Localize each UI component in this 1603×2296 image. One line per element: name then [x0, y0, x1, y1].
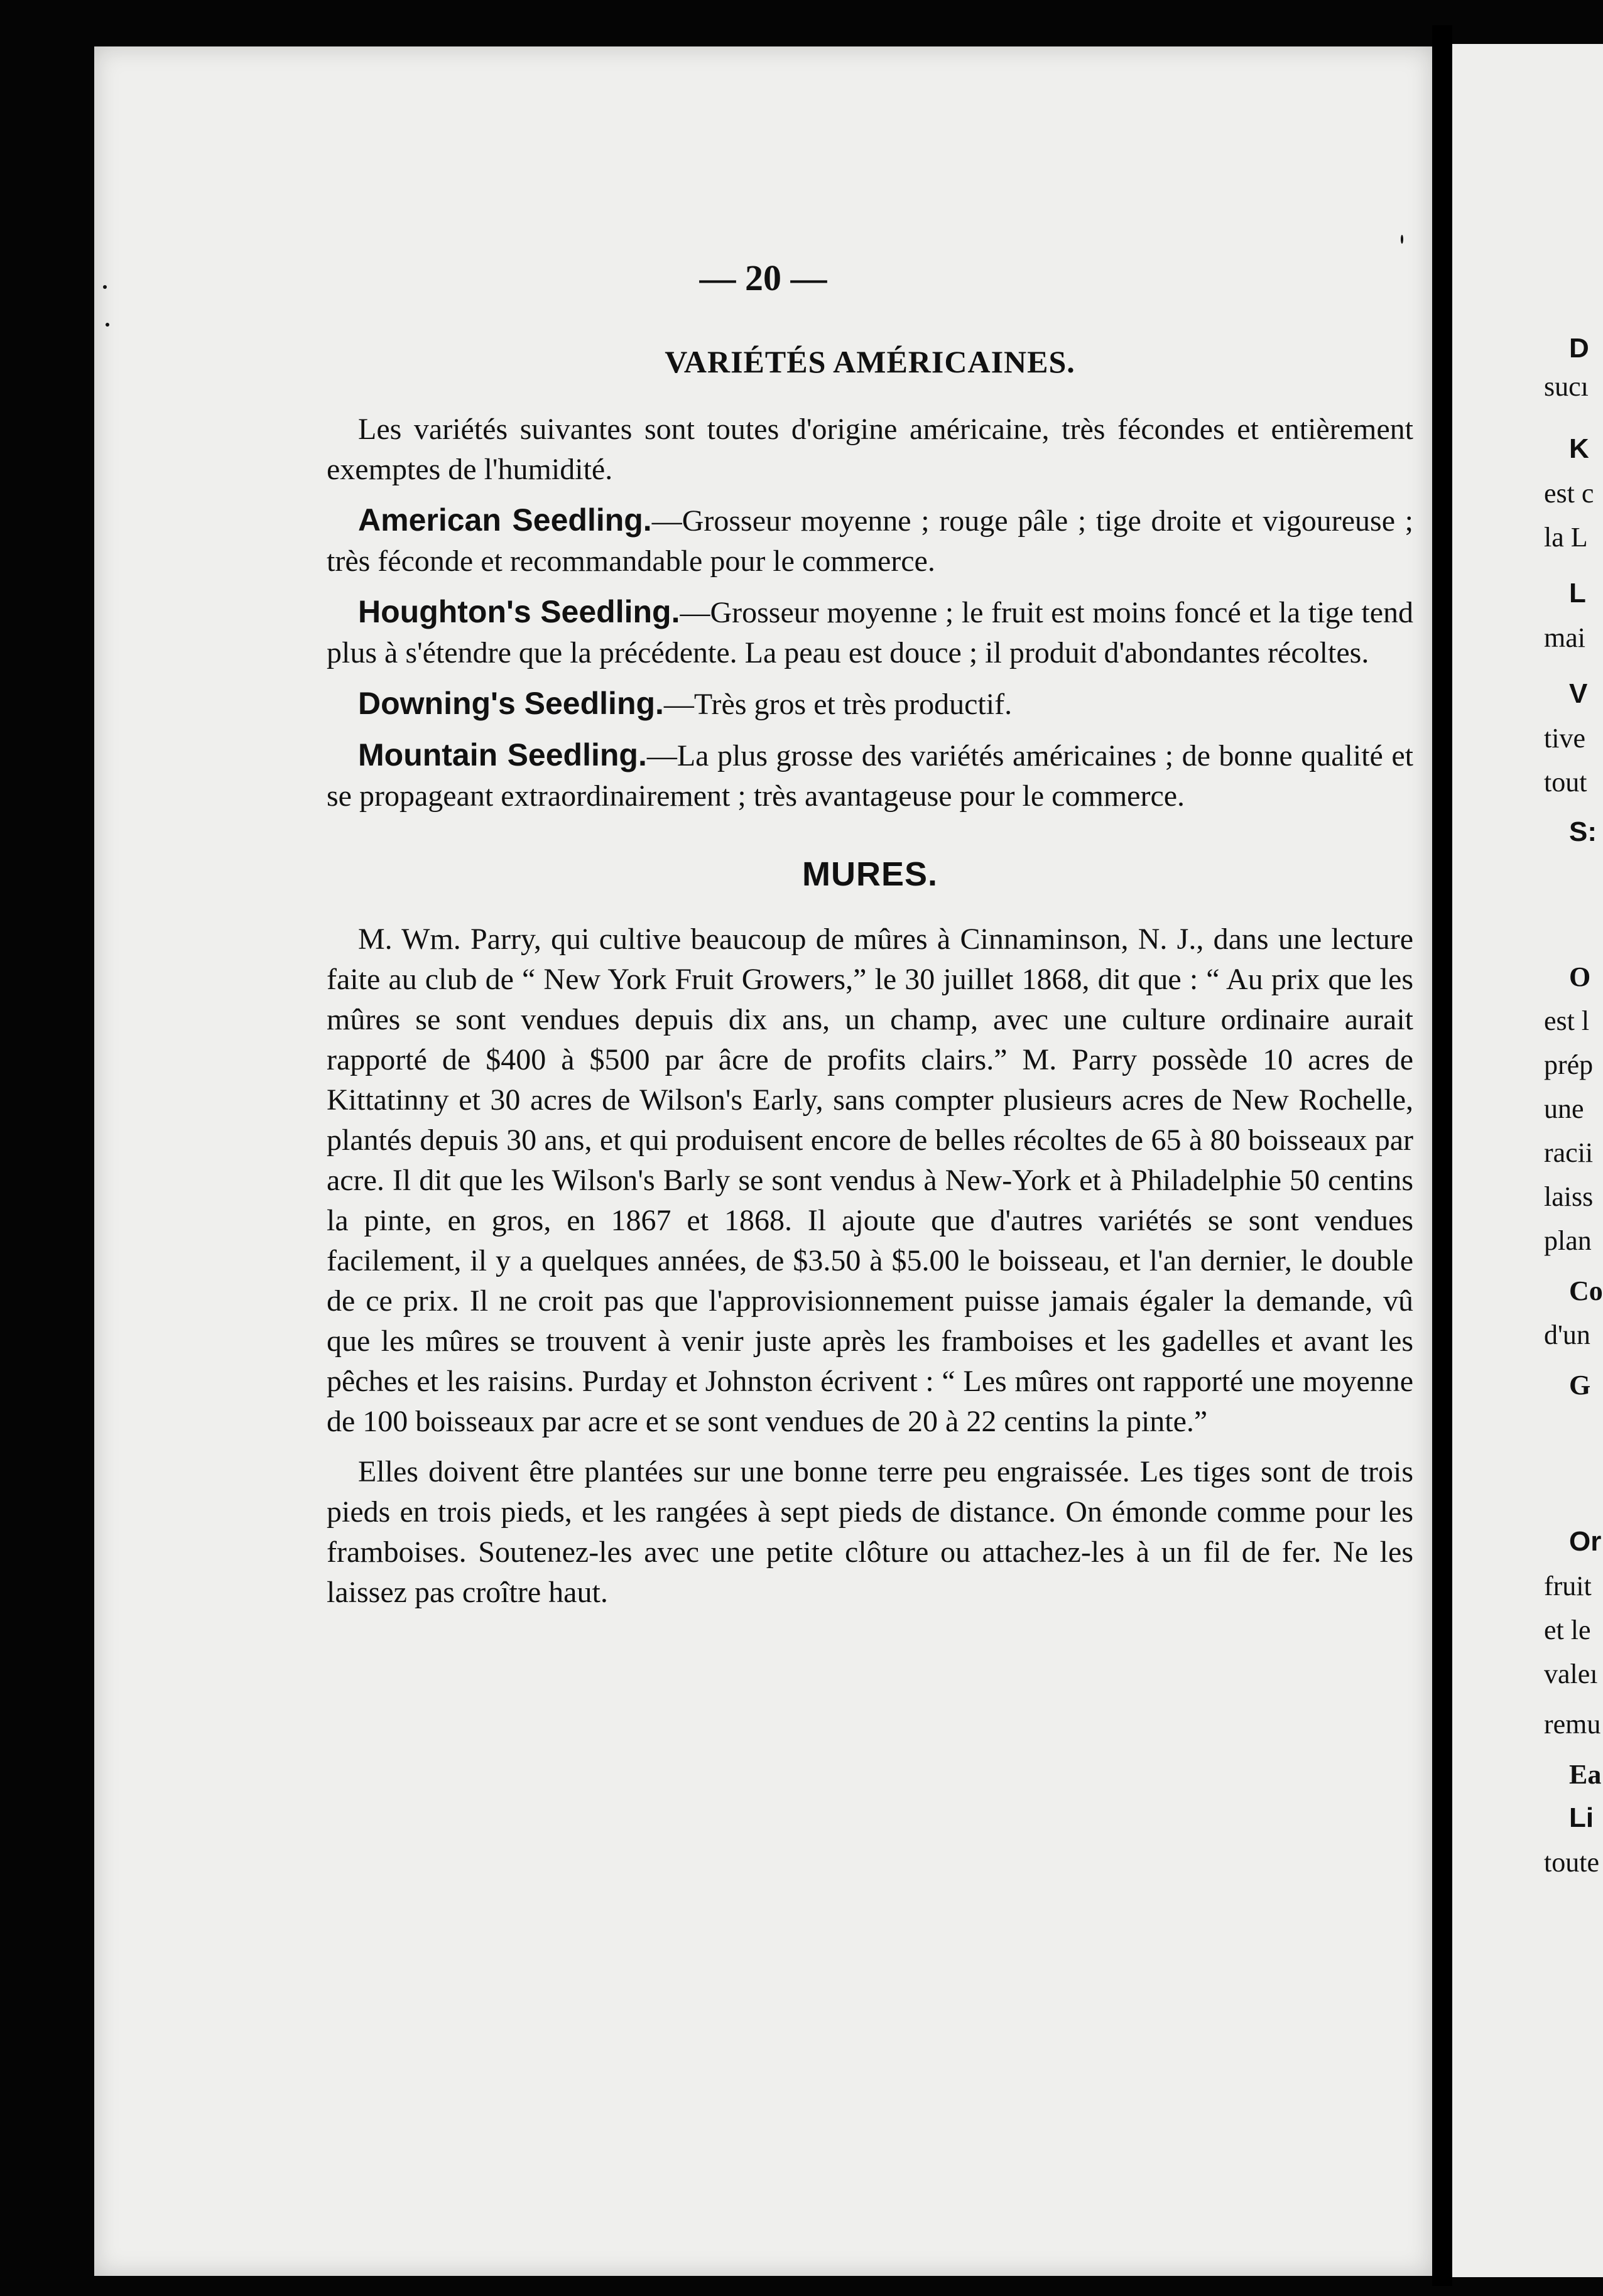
- variety-name: American Seedling.: [358, 502, 652, 538]
- variety-description: —Très gros et très productif.: [663, 688, 1013, 721]
- right-page-fragment: tive: [1544, 723, 1585, 754]
- left-page: [94, 46, 1432, 2276]
- variety-description: —La plus grosse des variétés américaines ; de bonne qualité et se propageant extraordinairement ; très avantageuse pour le commerce.: [327, 739, 1414, 813]
- mures-paragraph: Elles doivent être plantées sur une bonne terre peu engraissée. Les tiges sont de trois pieds en trois pieds, et les rangées à sept pieds de distance. On émonde comme pour les framboises. Soutenez-les avec une petite clôture ou attachez-les à un fil de fer. Ne les laissez pas croître haut.: [327, 1455, 1413, 1609]
- section-title-mures: MURES.: [802, 855, 938, 893]
- right-page-fragment: fruit: [1544, 1571, 1592, 1601]
- right-page-fragment: remu: [1544, 1709, 1601, 1740]
- right-page-fragment: toute: [1544, 1847, 1599, 1878]
- right-page-fragment: O: [1569, 961, 1591, 992]
- right-page-fragment: prép: [1544, 1049, 1594, 1080]
- right-page-fragment: S:: [1569, 816, 1597, 847]
- right-page-fragment: la L: [1544, 522, 1588, 553]
- right-page-fragment: V: [1569, 678, 1588, 709]
- page-text: [327, 342, 1413, 1623]
- scan-speck: [106, 323, 109, 327]
- right-page-fragment: est l: [1544, 1005, 1590, 1036]
- right-page-fragment: D: [1569, 333, 1589, 364]
- variety-entry: [327, 592, 1413, 673]
- right-page-fragment: L: [1569, 578, 1586, 609]
- variety-entry: [327, 500, 1413, 582]
- right-page-fragment: Co: [1569, 1275, 1603, 1306]
- variety-description: —Grosseur moyenne ; le fruit est moins foncé et la tige tend plus à s'étendre que la précédente. La peau est douce ; il produit d'abondantes récoltes.: [327, 596, 1413, 669]
- scan-speck: [1401, 235, 1403, 244]
- section-title-varietes: VARIÉTÉS AMÉRICAINES.: [665, 344, 1075, 379]
- right-page-fragment: laiss: [1544, 1181, 1594, 1212]
- right-page-fragment: plan: [1544, 1225, 1592, 1256]
- variety-name: Houghton's Seedling.: [358, 594, 680, 629]
- right-page-fragment: sucı: [1544, 371, 1589, 402]
- right-page-fragment: une: [1544, 1093, 1584, 1124]
- right-page-fragment: Li: [1569, 1802, 1594, 1833]
- right-page-fragment: G: [1569, 1370, 1591, 1400]
- right-page-fragment: tout: [1544, 767, 1587, 798]
- right-page-fragment: valeı: [1544, 1659, 1598, 1689]
- variety-description: —Grosseur moyenne ; rouge pâle ; tige droite et vigoureuse ; très féconde et recommandable pour le commerce.: [327, 504, 1413, 578]
- mures-paragraph: M. Wm. Parry, qui cultive beaucoup de mûres à Cinnaminson, N. J., dans une lecture faite au club de “ New York Fruit Growers,” le 30 juillet 1868, dit que : “ Au prix que les mûres se sont vendues depuis dix ans, un champ, avec une culture ordinaire aurait rapporté de $400 à $500 par âcre de profits clairs.” M. Parry possède 10 acres de Kittatinny et 30 acres de Wilson's Early, sans compter plusieurs acres de New Rochelle, plantés depuis 30 ans, et qui produisent encore de belles récoltes de 65 à 80 boisseaux par acre. Il dit que les Wilson's Barly se sont vendus à New-York et à Philadelphie 50 centins la pinte, en gros, en 1867 et 1868. Il ajoute que d'autres variétés se sont vendues facilement, il y a quelques années, de $3.50 à $5.00 le boisseau, et l'an dernier, le double de ce prix. Il ne croit pas que l'approvisionnement puisse jamais égaler la demande, vû que les mûres se trouvent à venir juste après les framboises et les gadelles et avant les pêches et les raisins. Purday et Johnston écrivent : “ Les mûres ont rapporté une moyenne de 100 boisseaux par acre et se sont vendues de 20 à 22 centins la pinte.”: [327, 923, 1413, 1438]
- right-page-edge: [1452, 44, 1603, 2277]
- variety-entry: [327, 735, 1413, 816]
- page-number: — 20 —: [699, 257, 827, 298]
- right-page-fragment: Ea: [1569, 1759, 1602, 1790]
- right-page-fragment: d'un: [1544, 1319, 1590, 1350]
- variety-name: Mountain Seedling.: [358, 737, 647, 772]
- right-page-fragment: racii: [1544, 1137, 1594, 1168]
- right-page-fragment: est c: [1544, 478, 1594, 509]
- varietes-intro: Les variétés suivantes sont toutes d'origine américaine, très fécondes et entièrement exemptes de l'humidité.: [327, 413, 1413, 486]
- right-page-fragment: Or: [1569, 1526, 1602, 1557]
- right-page-fragment: mai: [1544, 622, 1585, 653]
- right-page-fragment: K: [1569, 433, 1589, 464]
- right-page-fragment: et le: [1544, 1615, 1591, 1645]
- variety-name: Downing's Seedling.: [358, 686, 664, 721]
- scan-speck: [103, 285, 107, 289]
- variety-entry: [327, 683, 1413, 725]
- page-gutter: [1432, 25, 1452, 2286]
